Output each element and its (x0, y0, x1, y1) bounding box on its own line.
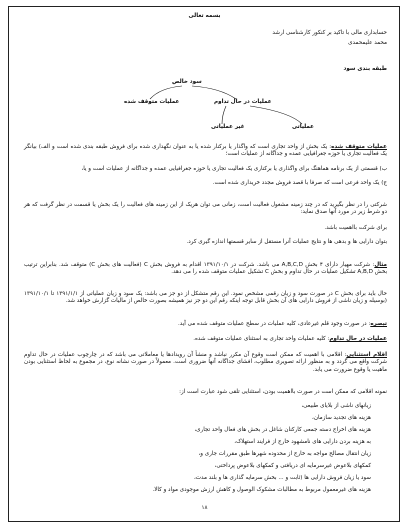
paragraph-discontinued-c: ج) یک واحد فرعی است که صرفا با قصد فروش مجدد خریداری شده است. (212, 180, 387, 186)
diagram-sub-right: عملیاتی (292, 124, 314, 130)
term-continuing: عملیات در حال تداوم (329, 336, 387, 342)
connector-left (150, 86, 182, 99)
term-example: مثال (374, 262, 388, 268)
list-item: کمکهای بلاعوض غیرسرمایه ای دریافتی و کمکهای بلاعوض پرداختی، (214, 463, 371, 469)
paragraph-discontinued-b: ب) قسمتی از یک برنامه هماهنگ برای واگذاری یا برکناری یک فعالیت تجاری یا حوزه جغرافیایی عمده و جداگانه از عملیات است و یا، (81, 166, 387, 172)
connector-right (192, 86, 236, 99)
term-note: تبصره (370, 321, 387, 327)
list-item: هزینه های غیرمعمول مربوط به مطالبات مشکوک الوصول و کاهش ارزش موجودی مواد و کالا. (152, 487, 371, 493)
subject-line: حسابداری مالی با تاکید بر کنکور کارشناسی ارشد (272, 30, 387, 36)
connector-sub-left (222, 106, 226, 124)
connector-sub-right (250, 106, 302, 124)
paragraph-segment-c: حال باید برای بخش C در صورت سود و زیان رقمی مشخص نمود. این رقم متشکل از دو جز می باشد: یک سود و زیان عملیاتی از ۱۳۹۱/۱/۱ تا ۱۳۹۱/۱۰/۱ (بوسیله و زیان ناشی از فروش دارایی های آن بخش قابل توجه اینکه رقم این دو جز نیز همیشه بصورت خالص از مالیات گزارش خواهد شد. (24, 291, 387, 305)
term-discontinued: عملیات متوقف شده (331, 144, 387, 150)
paragraph-note: تبصره: در صورت وجود قلم غیرعادی، کلیه عملیات در سطح عملیات متوقف شده می آید. (178, 321, 387, 327)
diagram-sub-left: غیر عملیاتی (211, 124, 245, 130)
paragraph-example: مثال: شرکت مهیار دارای ۴ بخش A,B,C,D می باشد. شرکت در ۱۳۹۱/۱۰/۱ اقدام به فروش بخش C (فعالیت های بخش C) متوقف شد. بنابراین ترتیب بخش A,B,D تشکیل عملیات در حال تداوم و بخش C تشکیل عملیات متوقف شده را می دهد. (24, 262, 388, 276)
list-item: سود یا زیان فروش دارایی ها (ثابت و ... بخش سرمایه گذاری ها و بلند مدت، (193, 475, 371, 481)
condition-2: بتوان دارایی ها و بدهی ها و نتایج عملیات آنرا مستقل از سایر قسمتها اندازه گیری کرد. (186, 239, 387, 245)
paragraph-examples-intro: نمونه اقلامی که ممکن است در صورت بااهمیت بودن، استثنایی تلقی شود عبارت است از: (179, 389, 387, 395)
author-line: محمد علیمحمدی (348, 40, 387, 46)
diagram-right-branch: عملیات در حال تداوم (214, 99, 272, 105)
paragraph-discontinued: عملیات متوقف شده: یک بخش از واحد تجاری است که واگذار یا برکنار شده یا به عنوان نگهداری شده برای فروش طبقه بندی شده است و الف) بیانگر یک فعالیت تجاری یا حوزه جغرافیایی عمده و جداگانه از عملیات است؛ (24, 144, 387, 158)
bismillah-heading: بسمه تعالی (188, 13, 221, 19)
section-title: طبقه بندی سود (343, 66, 387, 72)
diagram-left-branch: عملیات متوقف شده (124, 99, 180, 105)
term-exceptional: اقلام استثنایی (346, 352, 387, 358)
list-item: زیان انتقال مصالح مواجه به خارج از محدوده شهرها طبق مقررات جاری و، (198, 451, 371, 457)
diagram-root: سود خالص (172, 79, 202, 85)
list-item: زیانهای ناشی از بلایای طبیعی، (301, 403, 371, 409)
condition-1: برای شرکت بااهمیت باشد. (324, 225, 387, 231)
paragraph-exceptional: اقلام استثنایی: اقلامی با اهمیت که ممکن است وقوع آن مکرر نباشد و منشأ آن رویدادها یا معاملاتی می باشد که در چارچوب عملیات در حال تداوم شرکت واقع می گردد و به منظور ارائه تصویری مطلوب، افشای جداگانه آنها ضروری است. معمولاً در صورت نشانه نوع، در مجموع به لحاظ استثنایی بودن ماهیت یا وقوع ضرورت می یابد. (24, 352, 387, 373)
list-item: هزینه های اخراج دسته جمعی کارکنان شاغل در بخش های فعال واحد تجاری، (194, 427, 371, 433)
paragraph-continuing: عملیات در حال تداوم: کلیه عملیات واحد تجاری به استثنای عملیات متوقف شده. (193, 336, 387, 342)
paragraph-segment: شرکتی را در نظر بگیرید که در چند زمینه مشغول فعالیت است، زمانی می توان هریک از این زمینه های فعالیت را یک بخش یا قسمت در نظر گرفت که هر دو شرط زیر در مورد آنها صدق نماید: (24, 202, 387, 216)
list-item: هزینه های تجدید سازمان، (312, 415, 371, 421)
list-item: به هزینه بردن دارایی های نامشهود خارج از فرایند استهلاک، (234, 439, 371, 445)
page-number: ۱۸ (201, 505, 208, 511)
